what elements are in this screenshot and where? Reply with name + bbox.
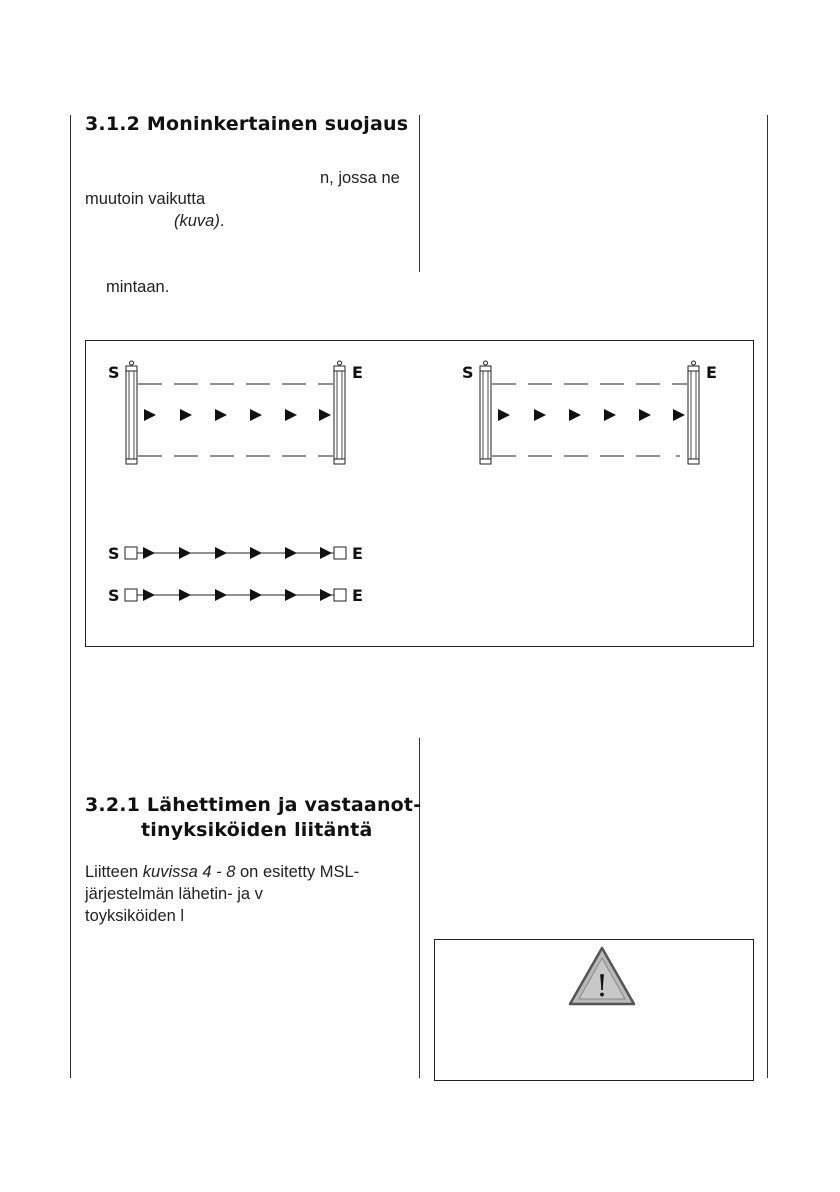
receiver-label: E: [352, 586, 363, 605]
warning-box: [434, 939, 754, 1081]
section-heading-3-2-1: 3.2.1 Lähettimen ja vastaanot-: [85, 794, 422, 816]
paragraph-text: on esitetty MSL-: [235, 863, 360, 881]
top-view-row-2: [125, 589, 346, 601]
paragraph-line: mintaan.: [106, 278, 170, 296]
paragraph-line: [85, 861, 359, 883]
receiver-label: E: [706, 363, 717, 382]
receiver-label: E: [352, 544, 363, 563]
paragraph-line: toyksiköiden l: [85, 907, 185, 925]
section-heading-3-2-1-continuation: tinyksiköiden liitäntä: [141, 819, 373, 841]
figure-reference: kuvissa 4 - 8: [142, 863, 236, 881]
section-heading-3-1-2: 3.1.2 Moninkertainen suojaus: [85, 113, 409, 135]
receiver-unit-right: [688, 361, 699, 464]
sender-label: S: [108, 363, 120, 382]
sender-label: S: [108, 544, 120, 563]
figure-reference: (kuva): [174, 212, 220, 230]
paragraph-punctuation: .: [219, 212, 225, 230]
warning-exclamation: !: [595, 969, 609, 1004]
sender-label: S: [108, 586, 120, 605]
beam-dashes-left: [138, 384, 333, 456]
paragraph-line: n, jossa ne: [320, 169, 400, 187]
paragraph-line: muutoin vaikutta: [85, 190, 206, 208]
sender-unit-right: [480, 361, 491, 464]
paragraph-text: Liitteen: [85, 863, 143, 881]
receiver-label: E: [352, 363, 363, 382]
sender-label: S: [462, 363, 474, 382]
top-view-row-1: [125, 547, 346, 559]
receiver-unit-left: [334, 361, 345, 464]
beam-dashes-right: [492, 384, 687, 456]
paragraph-line: järjestelmän lähetin- ja v: [85, 885, 263, 903]
sender-unit-left: [126, 361, 137, 464]
